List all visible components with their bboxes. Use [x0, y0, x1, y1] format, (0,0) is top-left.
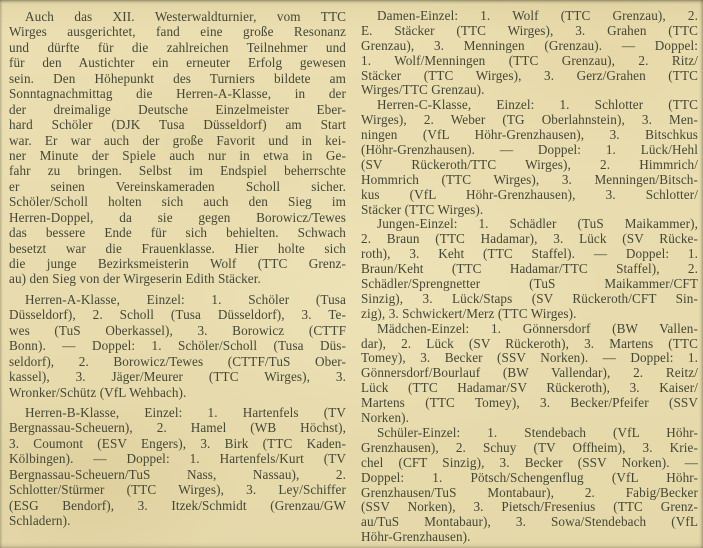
text-line: Stäcker (TTC Wirges). [361, 202, 484, 217]
text-line: (ESG Bendorf), 3. Itzek/Schmidt (Grenzau/GW [9, 497, 346, 513]
paragraph [361, 217, 698, 321]
text-line: Schüler-Einzel: 1. Stendebach (VfL Höhr- [377, 425, 698, 440]
text-line: der dreimalige Deutsche Einzelmeister Eber- [9, 101, 346, 117]
text-line: Schädler/Sprengnetter (TuS Maikammer/CFT [361, 277, 698, 292]
text-line: Kölbingen). — Doppel: 1. Hartenfels/Kurt (TV [9, 451, 346, 467]
text-line: Schladern). [9, 513, 71, 528]
text-line: Braun/Keht (TTC Hadamar/TTC Staffel), 2. [361, 262, 698, 277]
text-line: Höhr-Grenzhausen). [361, 530, 471, 545]
text-line: (Höhr-Grenzhausen). — Doppel: 1. Lück/Hehl [361, 143, 698, 158]
text-line: Herren-C-Klasse, Einzel: 1. Schlotter (TTC [377, 98, 698, 113]
text-line: war. Er war auch der große Favorit und in kei- [9, 132, 346, 148]
text-line: zig), 3. Schwickert/Merz (TTC Wirges). [361, 306, 577, 321]
text-line: ner Minute der Spiele auch nur in etwa in Ge- [9, 147, 346, 163]
text-line: hard Schöler (DJK Tusa Düsseldorf) am Start [9, 117, 346, 133]
paragraph [9, 9, 346, 287]
paragraph [361, 9, 698, 98]
text-line: wes (TuS Oberkassel), 3. Borowicz (CTTF [9, 322, 346, 338]
text-line: dar), 2. Lück (SV Rückeroth), 3. Martens (TTC [361, 336, 698, 351]
text-line: und dürfte für die zahlreichen Teilnehmer und [9, 39, 346, 55]
text-line: au) den Sieg von der Wirgeserin Edith Stäcker. [9, 271, 261, 287]
text-line: Schlotter/Stürmer (TTC Wirges), 3. Ley/Schiffer [9, 482, 346, 498]
text-line: Auch das XII. Westerwaldturnier, vom TTC [25, 9, 346, 24]
text-line: Grenzhausen), 2. Schuy (TV Offheim), 3. Krie- [361, 440, 698, 455]
text-line: Bonn). — Doppel: 1. Schöler/Scholl (Tusa Düs- [9, 338, 346, 354]
text-line: Gönnersdorf/Bourlauf (BW Vallendar), 2. Reitz/ [361, 366, 698, 381]
text-line: Herren-Doppel, da sie gegen Borowicz/Tewes [9, 209, 346, 225]
text-column-right [361, 9, 698, 548]
text-line: besetzt war die Frauenklasse. Hier holte sich [9, 240, 346, 256]
text-line: Mädchen-Einzel: 1. Gönnersdorf (BW Vallen- [377, 321, 698, 336]
text-line: roth), 3. Keht (TTC Staffel). — Doppel: 1. [361, 247, 698, 262]
text-line: Damen-Einzel: 1. Wolf (TTC Grenzau), 2. [377, 9, 698, 23]
text-line: Lück (TTC Hadamar/SV Rückeroth), 3. Kaiser/ [361, 381, 698, 396]
text-line: kassel), 3. Jäger/Meurer (TTC Wirges), 3. [9, 369, 346, 385]
paragraph [9, 292, 346, 400]
text-line: kus (VfL Höhr-Grenzhausen), 3. Schlotter/ [361, 187, 698, 202]
text-line: chel (CFT Sinzig), 3. Becker (SSV Norken). — [361, 455, 698, 470]
text-line: Wirges), 2. Weber (TG Oberlahnstein), 3. Men- [361, 113, 698, 128]
text-line: das bessere Ende für sich behielten. Schwach [9, 225, 346, 241]
text-line: Wronker/Schütz (VfL Wehbach). [9, 384, 187, 400]
text-column-left [9, 9, 346, 548]
text-line: Norken). [361, 411, 410, 426]
text-line: Grenzhausen/TuS Montabaur), 2. Fabig/Becker [361, 485, 698, 500]
text-line: 2. Braun (TTC Hadamar), 3. Lück (SV Rücke- [361, 232, 698, 247]
text-line: Martens (TTC Tomey), 3. Becker/Pfeifer (SSV [361, 396, 698, 411]
text-line: für den Austichter ein erneuter Erfolg gewesen [9, 55, 346, 71]
text-line: Bergnassau-Scheuern), 2. Hamel (WB Höchst), [9, 420, 346, 436]
text-line: Herren-B-Klasse, Einzel: 1. Hartenfels (TV [25, 404, 346, 420]
text-line: Düsseldorf), 2. Scholl (Tusa Düsseldorf), 3. Te- [9, 307, 346, 323]
text-line: Stäcker (TTC Wirges), 3. Gerz/Grahen (TTC [361, 68, 698, 83]
text-line: 1. Wolf/Menningen (TTC Grenzau), 2. Ritz/ [361, 53, 698, 68]
text-line: (SSV Norken), 3. Pietsch/Fresenius (TTC Grenz- [361, 500, 698, 515]
paragraph [9, 405, 346, 529]
text-line: Hommrich (TTC Wirges), 3. Menningen/Bitsch- [361, 172, 698, 187]
text-line: er seinen Vereinskameraden Scholl sicher. [9, 178, 346, 194]
text-line: Wirges ausgerichtet, fand eine große Resonanz [9, 24, 346, 40]
text-line: Bergnassau-Scheuern/TuS Nass, Nassau), 2. [9, 466, 346, 482]
text-line: Jungen-Einzel: 1. Schädler (TuS Maikammer), [377, 217, 698, 232]
text-line: 3. Coumont (ESV Engers), 3. Birk (TTC Kaden- [9, 435, 346, 451]
text-line: ningen (VfL Höhr-Grenzhausen), 3. Bitschkus [361, 128, 698, 143]
text-line: Sinzig), 3. Lück/Staps (SV Rückeroth/CFT Sin- [361, 291, 698, 306]
paragraph [361, 98, 698, 217]
text-line: sein. Den Höhepunkt des Turniers bildete am [9, 70, 346, 86]
paragraph [361, 426, 698, 545]
text-line: Wirges/TTC Grenzau). [361, 83, 485, 98]
text-line: (SV Rückeroth/TTC Wirges), 2. Himmrich/ [361, 157, 698, 172]
text-line: Doppel: 1. Pötsch/Schengenflug (VfL Höhr- [361, 470, 698, 485]
text-line: die junge Bezirksmeisterin Wolf (TTC Grenz- [9, 256, 346, 271]
text-line: au/TuS Montabaur), 3. Sowa/Stendebach (VfL [361, 515, 698, 530]
text-line: Schöler/Scholl holten sich auch den Sieg im [9, 194, 346, 210]
text-line: Tomey), 3. Becker (SSV Norken). — Doppel: 1. [361, 351, 698, 366]
text-line: Sonntagnachmittag die Herren-A-Klasse, in der [9, 86, 346, 102]
text-line: seldorf), 2. Borowicz/Tewes (CTTF/TuS Ober- [9, 353, 346, 369]
paragraph [361, 322, 698, 426]
text-line: fahr zu bringen. Selbst im Endspiel beherrschte [9, 163, 346, 179]
text-line: Grenzau), 3. Menningen (Grenzau). — Doppel: [361, 38, 698, 53]
text-line: E. Stäcker (TTC Wirges), 3. Grahen (TTC [361, 23, 698, 38]
text-line: Herren-A-Klasse, Einzel: 1. Schöler (Tusa [25, 291, 346, 307]
